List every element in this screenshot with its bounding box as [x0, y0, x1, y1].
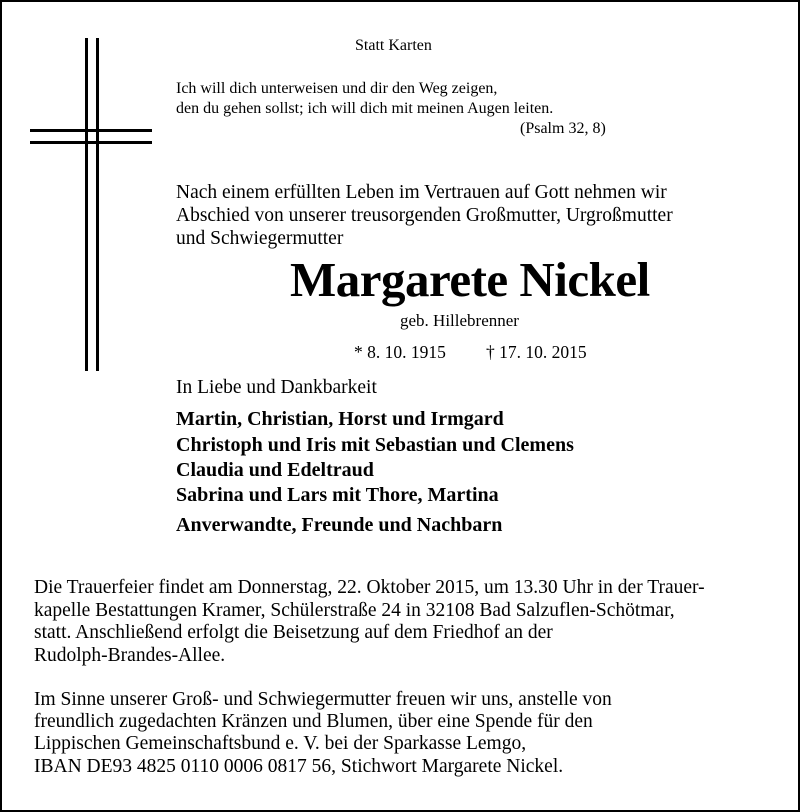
intro-line-3: und Schwiegermutter — [176, 228, 344, 249]
maiden-name: geb. Hillebrenner — [400, 311, 519, 330]
donation-line-4: IBAN DE93 4825 0110 0006 0817 56, Stichwort Margarete Nickel. — [34, 756, 564, 777]
family-line-2: Christoph und Iris mit Sebastian und Clemens — [176, 434, 574, 456]
funeral-line-3: statt. Anschließend erfolgt die Beisetzung auf dem Friedhof an der — [34, 622, 553, 643]
deceased-name: Margarete Nickel — [290, 252, 650, 307]
mourners-intro: In Liebe und Dankbarkeit — [176, 377, 377, 398]
intro-line-1: Nach einem erfüllten Leben im Vertrauen auf Gott nehmen wir — [176, 182, 667, 203]
intro-line-2: Abschied von unserer treusorgenden Großmutter, Urgroßmutter — [176, 205, 673, 226]
donation-line-3: Lippischen Gemeinschaftsbund e. V. bei der Sparkasse Lemgo, — [34, 733, 527, 754]
death-date: † 17. 10. 2015 — [486, 342, 587, 362]
verse-line-2: den du gehen sollst; ich will dich mit meinen Augen leiten. — [176, 100, 554, 117]
family-line-1: Martin, Christian, Horst und Irmgard — [176, 408, 504, 430]
funeral-line-1: Die Trauerfeier findet am Donnerstag, 22. Oktober 2015, um 13.30 Uhr in der Trauer- — [34, 577, 705, 598]
birth-date: * 8. 10. 1915 — [354, 342, 446, 362]
other-mourners: Anverwandte, Freunde und Nachbarn — [176, 514, 503, 536]
funeral-line-4: Rudolph-Brandes-Allee. — [34, 645, 226, 666]
funeral-line-2: kapelle Bestattungen Kramer, Schülerstraße 24 in 32108 Bad Salzuflen-Schötmar, — [34, 600, 675, 621]
statt-karten: Statt Karten — [355, 37, 432, 54]
donation-line-1: Im Sinne unserer Groß- und Schwiegermutter freuen wir uns, anstelle von — [34, 689, 612, 710]
family-line-3: Claudia und Edeltraud — [176, 459, 374, 481]
donation-line-2: freundlich zugedachten Kränzen und Blumen, über eine Spende für den — [34, 711, 593, 732]
verse-reference: (Psalm 32, 8) — [520, 120, 606, 137]
verse-line-1: Ich will dich unterweisen und dir den Weg zeigen, — [176, 80, 498, 97]
family-line-4: Sabrina und Lars mit Thore, Martina — [176, 484, 499, 506]
